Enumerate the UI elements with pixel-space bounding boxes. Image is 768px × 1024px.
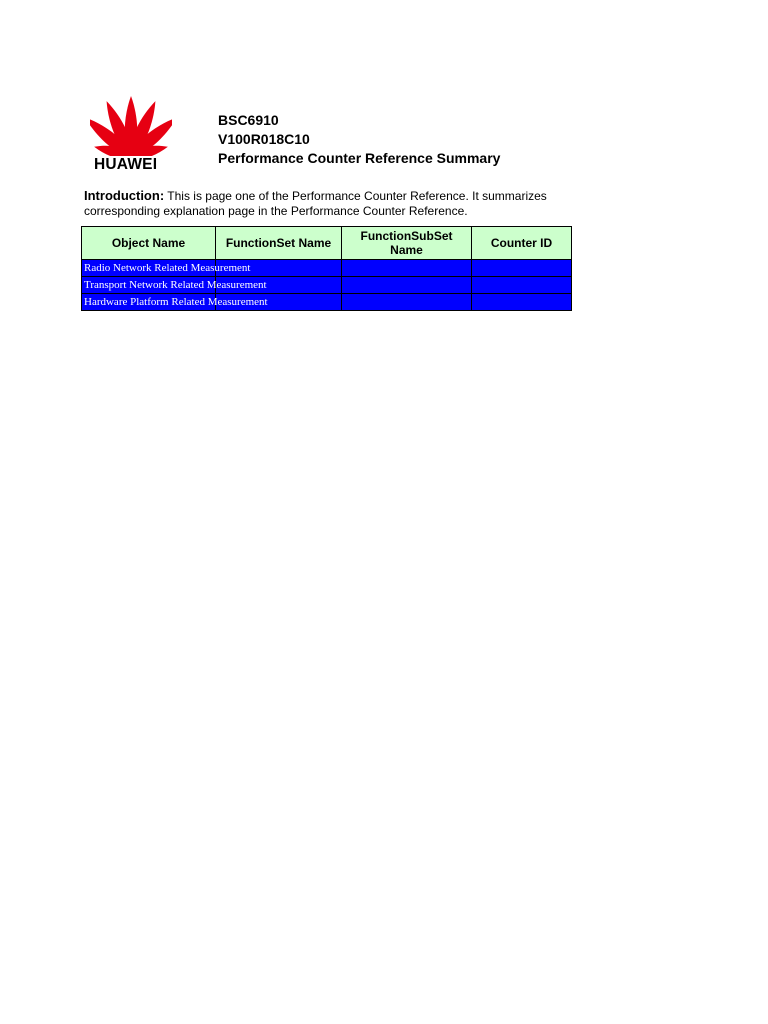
column-header-functionset-name: FunctionSet Name <box>216 227 342 260</box>
object-name-cell[interactable] <box>82 260 251 277</box>
table-row <box>82 294 572 311</box>
object-name-cell[interactable] <box>82 277 267 294</box>
transport-network-link[interactable]: Transport Network Related Measurement <box>84 279 267 291</box>
hardware-platform-link[interactable]: Hardware Platform Related Measurement <box>84 296 268 308</box>
radio-network-link[interactable]: Radio Network Related Measurement <box>84 262 251 274</box>
functionsubset-cell <box>342 277 472 294</box>
summary-table <box>81 226 572 311</box>
object-name-cell[interactable] <box>82 294 268 311</box>
document-header <box>218 111 500 168</box>
introduction-paragraph <box>84 188 572 219</box>
introduction-text-line2: corresponding explanation page in the Performance Counter Reference. <box>84 204 468 218</box>
introduction-text-line1: This is page one of the Performance Counter Reference. It summarizes <box>164 189 547 203</box>
logo-wordmark: HUAWEI <box>94 156 158 173</box>
column-header-object-name: Object Name <box>82 227 216 260</box>
column-header-counter-id: Counter ID <box>472 227 572 260</box>
introduction-label: Introduction: <box>84 188 165 203</box>
table-row <box>82 260 572 277</box>
product-name: BSC6910 <box>218 112 279 128</box>
page-title: Performance Counter Reference Summary <box>218 150 501 166</box>
huawei-logo <box>90 94 172 178</box>
column-header-functionsubset-name: FunctionSubSet Name <box>342 227 472 260</box>
huawei-petal-logo-icon <box>90 94 172 156</box>
functionsubset-cell <box>342 260 472 277</box>
counter-id-cell <box>472 260 572 277</box>
version-label: V100R018C10 <box>218 131 310 147</box>
counter-id-cell <box>472 294 572 311</box>
table-header-row <box>82 227 572 260</box>
table-row <box>82 277 572 294</box>
counter-id-cell <box>472 277 572 294</box>
functionsubset-cell <box>342 294 472 311</box>
